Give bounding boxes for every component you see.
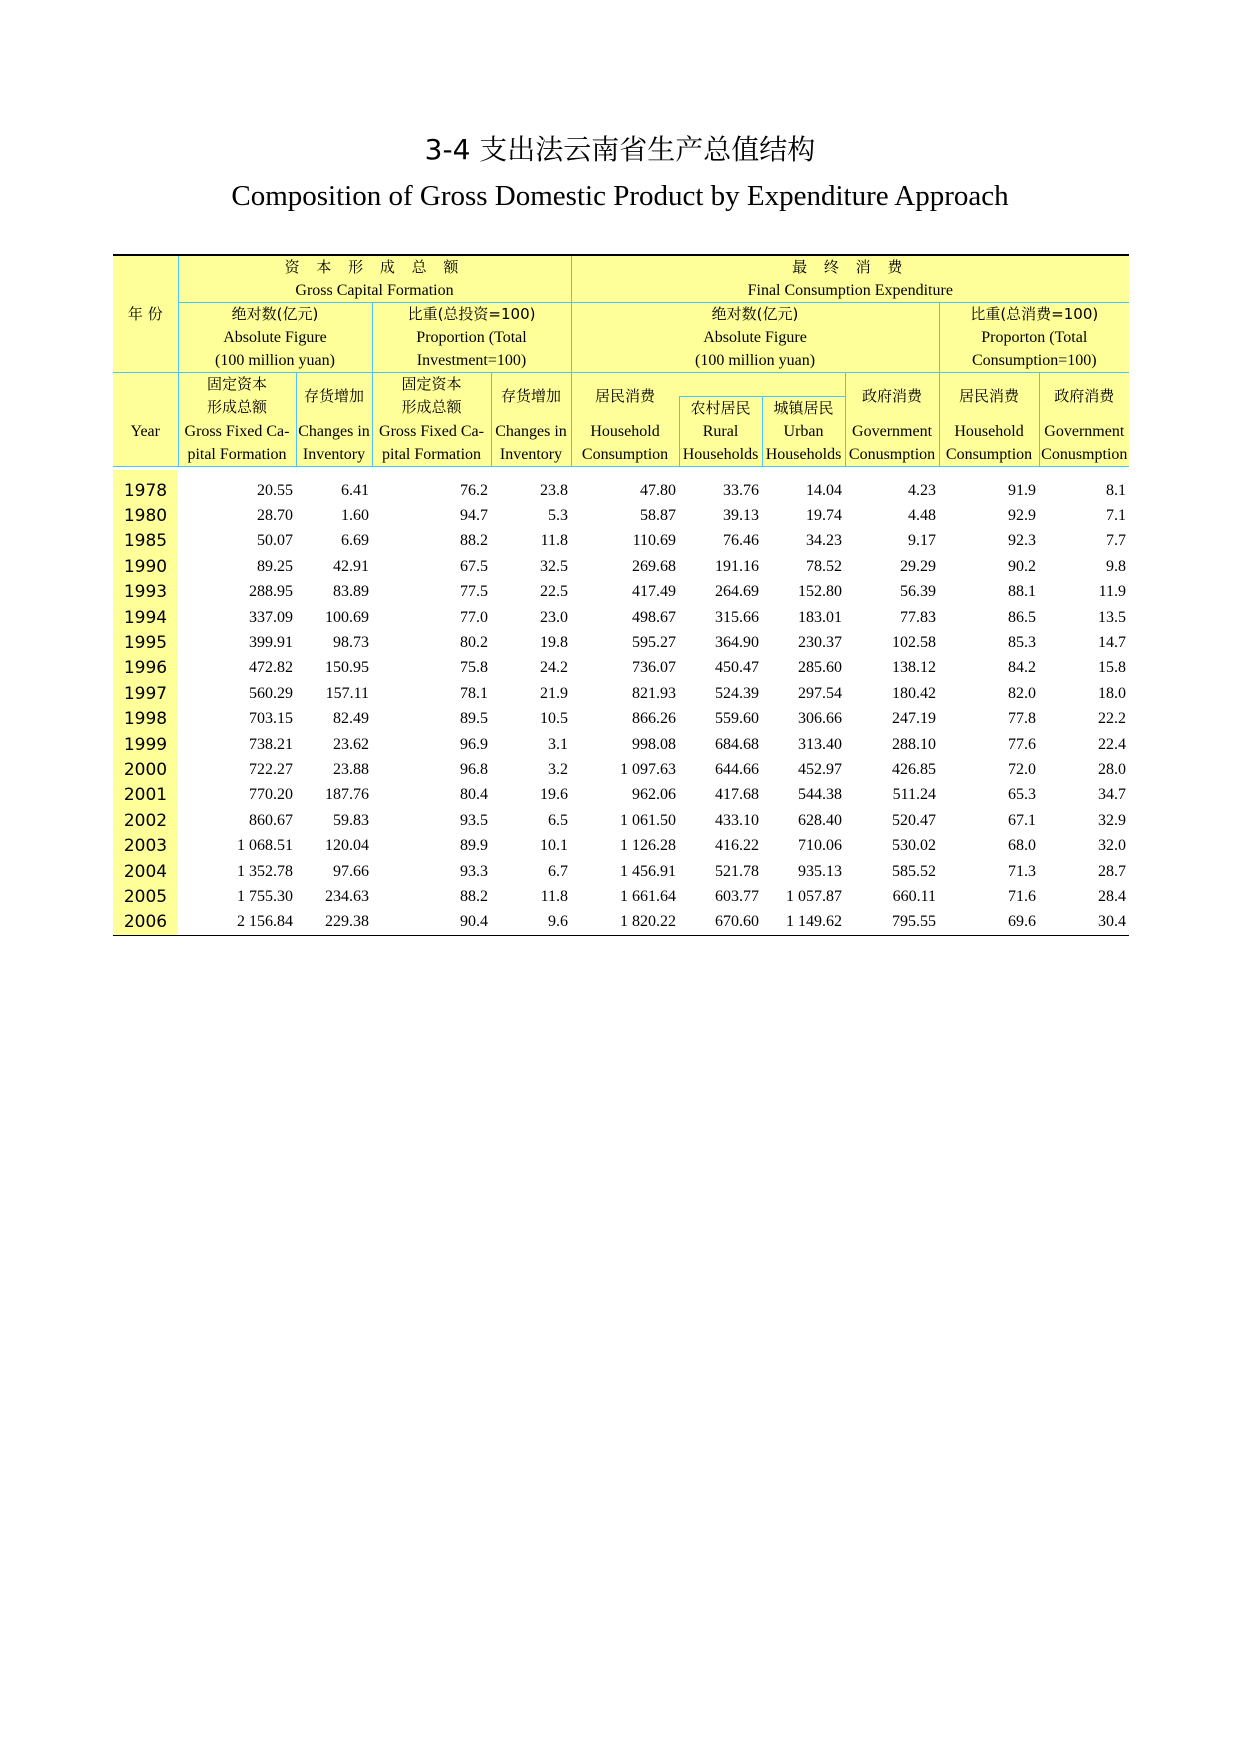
value-cell: 603.77	[715, 887, 759, 905]
abs2-header-en2: (100 million yuan)	[571, 349, 939, 373]
value-cell: 511.24	[892, 786, 936, 804]
value-cell: 417.68	[715, 786, 759, 804]
gov-header-en1: Government	[845, 420, 939, 443]
value-cell: 191.16	[715, 557, 759, 575]
table-row	[113, 707, 1129, 732]
value-cell: 770.20	[249, 786, 293, 804]
value-cell: 364.90	[715, 634, 759, 652]
urban-header-en1: Urban	[762, 420, 845, 443]
value-cell: 34.7	[1098, 786, 1127, 804]
value-cell: 110.69	[632, 532, 676, 550]
value-cell: 6.69	[341, 532, 369, 550]
value-cell: 229.38	[325, 913, 369, 931]
year-cell: 1999	[113, 732, 178, 757]
value-cell: 264.69	[715, 583, 759, 601]
value-cell: 47.80	[640, 481, 676, 499]
value-cell: 4.48	[908, 507, 936, 525]
value-cell: 1 820.22	[620, 913, 676, 931]
table-row	[113, 554, 1129, 579]
prop-con-header-cn: 比重(总消费=100)	[939, 303, 1129, 327]
value-cell: 11.9	[1098, 583, 1127, 601]
value-cell: 78.1	[460, 684, 488, 702]
value-cell: 97.66	[333, 862, 369, 880]
value-cell: 90.2	[1008, 557, 1036, 575]
gcf-header-en: Gross Capital Formation	[178, 279, 571, 303]
value-cell: 23.62	[333, 735, 369, 753]
value-cell: 23.0	[540, 608, 568, 626]
value-cell: 89.9	[460, 837, 488, 855]
gcf-header-cn: 资 本 形 成 总 额	[178, 255, 571, 279]
value-cell: 710.06	[798, 837, 842, 855]
value-cell: 80.4	[460, 786, 488, 804]
value-cell: 230.37	[798, 634, 842, 652]
value-cell: 67.1	[1008, 811, 1036, 829]
value-cell: 417.49	[632, 583, 676, 601]
value-cell: 28.4	[1098, 887, 1127, 905]
value-cell: 34.23	[806, 532, 842, 550]
table-title-english: Composition of Gross Domestic Product by Expenditure Approach	[231, 180, 1009, 212]
year-cell: 1990	[113, 554, 178, 579]
value-cell: 28.7	[1098, 862, 1127, 880]
value-cell: 183.01	[798, 608, 842, 626]
value-cell: 524.39	[715, 684, 759, 702]
hh-header-en2: Consumption	[571, 443, 679, 467]
value-cell: 821.93	[632, 684, 676, 702]
value-cell: 452.97	[798, 760, 842, 778]
hh-header-cn: 居民消费	[571, 373, 679, 420]
rural-header-cn: 农村居民	[679, 396, 762, 420]
inv-header-en2: Inventory	[296, 443, 372, 467]
year-cell: 2006	[113, 910, 178, 936]
value-cell: 11.8	[540, 532, 568, 550]
year-cell: 1985	[113, 529, 178, 554]
value-cell: 399.91	[249, 634, 293, 652]
value-cell: 22.5	[540, 583, 568, 601]
table-row	[113, 478, 1129, 503]
value-cell: 9.17	[908, 532, 936, 550]
rural-header-en1: Rural	[679, 420, 762, 443]
table-row	[113, 833, 1129, 858]
value-cell: 1 456.91	[620, 862, 676, 880]
value-cell: 1 755.30	[237, 887, 293, 905]
prop-inv-header-en1: Proportion (Total	[372, 326, 571, 349]
value-cell: 32.5	[540, 557, 568, 575]
value-cell: 14.7	[1098, 634, 1127, 652]
value-cell: 94.7	[460, 507, 488, 525]
value-cell: 247.19	[892, 710, 936, 728]
value-cell: 21.9	[540, 684, 568, 702]
abs2-header-cn: 绝对数(亿元)	[571, 303, 939, 327]
value-cell: 102.58	[892, 634, 936, 652]
value-cell: 29.29	[900, 557, 936, 575]
value-cell: 78.52	[806, 557, 842, 575]
value-cell: 288.10	[892, 735, 936, 753]
value-cell: 433.10	[715, 811, 759, 829]
year-cell: 1997	[113, 681, 178, 706]
value-cell: 89.25	[257, 557, 293, 575]
value-cell: 4.23	[908, 481, 936, 499]
value-cell: 10.1	[540, 837, 568, 855]
value-cell: 98.73	[333, 634, 369, 652]
urban-header-cn: 城镇居民	[762, 396, 845, 420]
inv-header-en1: Changes in	[296, 420, 372, 443]
rural-header-en2: Households	[679, 443, 762, 467]
value-cell: 77.0	[460, 608, 488, 626]
value-cell: 77.6	[1008, 735, 1036, 753]
table-row	[113, 529, 1129, 554]
year-header-en: Year	[113, 420, 178, 443]
value-cell: 22.2	[1098, 710, 1127, 728]
abs-header-en1: Absolute Figure	[178, 326, 372, 349]
value-cell: 860.67	[249, 811, 293, 829]
gov2-header-en1: Government	[1039, 420, 1129, 443]
value-cell: 6.7	[548, 862, 568, 880]
table-row	[113, 656, 1129, 681]
year-header-cn: 年 份	[113, 255, 178, 373]
value-cell: 544.38	[798, 786, 842, 804]
value-cell: 91.9	[1008, 481, 1036, 499]
value-cell: 69.6	[1008, 913, 1036, 931]
year-cell: 1993	[113, 580, 178, 605]
value-cell: 313.40	[798, 735, 842, 753]
gfcf2-header-en1: Gross Fixed Ca-	[372, 420, 491, 443]
value-cell: 703.15	[249, 710, 293, 728]
hh2-header-cn: 居民消费	[939, 373, 1039, 420]
inv-header-cn: 存货增加	[296, 373, 372, 420]
value-cell: 1 149.62	[786, 913, 842, 931]
hh-header-en1: Household	[571, 420, 679, 443]
value-cell: 80.2	[460, 634, 488, 652]
table-row	[113, 681, 1129, 706]
value-cell: 9.6	[548, 913, 568, 931]
value-cell: 19.6	[540, 786, 568, 804]
urban-header-en2: Households	[762, 443, 845, 467]
table-row	[113, 503, 1129, 528]
inv2-header-en2: Inventory	[491, 443, 571, 467]
gov2-header-cn: 政府消费	[1039, 373, 1129, 420]
table-row	[113, 859, 1129, 884]
table-row	[113, 783, 1129, 808]
value-cell: 93.5	[460, 811, 488, 829]
value-cell: 96.8	[460, 760, 488, 778]
gfcf2-header-en2: pital Formation	[372, 443, 491, 467]
value-cell: 30.4	[1098, 913, 1127, 931]
value-cell: 32.0	[1098, 837, 1127, 855]
value-cell: 75.8	[460, 659, 488, 677]
value-cell: 288.95	[249, 583, 293, 601]
value-cell: 42.91	[333, 557, 369, 575]
value-cell: 426.85	[892, 760, 936, 778]
value-cell: 1 068.51	[237, 837, 293, 855]
inv2-header-en1: Changes in	[491, 420, 571, 443]
value-cell: 72.0	[1008, 760, 1036, 778]
value-cell: 8.1	[1106, 481, 1127, 499]
value-cell: 297.54	[798, 684, 842, 702]
year-cell: 1994	[113, 605, 178, 630]
value-cell: 670.60	[715, 913, 759, 931]
year-cell: 2001	[113, 783, 178, 808]
year-cell: 1995	[113, 630, 178, 655]
table-row	[113, 884, 1129, 909]
gfcf-header-cn2: 形成总额	[178, 396, 296, 420]
value-cell: 23.8	[540, 481, 568, 499]
gfcf2-header-cn1: 固定资本	[372, 373, 491, 397]
value-cell: 736.07	[632, 659, 676, 677]
value-cell: 65.3	[1008, 786, 1036, 804]
value-cell: 56.39	[900, 583, 936, 601]
value-cell: 585.52	[892, 862, 936, 880]
table-row	[113, 910, 1129, 936]
value-cell: 6.41	[341, 481, 369, 499]
value-cell: 85.3	[1008, 634, 1036, 652]
value-cell: 269.68	[632, 557, 676, 575]
value-cell: 306.66	[798, 710, 842, 728]
value-cell: 23.88	[333, 760, 369, 778]
value-cell: 521.78	[715, 862, 759, 880]
value-cell: 7.7	[1106, 532, 1127, 550]
value-cell: 18.0	[1098, 684, 1127, 702]
value-cell: 96.9	[460, 735, 488, 753]
table-title-chinese: 3-4 支出法云南省生产总值结构	[424, 133, 816, 166]
value-cell: 71.3	[1008, 862, 1036, 880]
value-cell: 5.3	[548, 507, 568, 525]
value-cell: 234.63	[325, 887, 369, 905]
value-cell: 935.13	[798, 862, 842, 880]
value-cell: 71.6	[1008, 887, 1036, 905]
value-cell: 138.12	[892, 659, 936, 677]
value-cell: 86.5	[1008, 608, 1036, 626]
value-cell: 3.2	[548, 760, 568, 778]
value-cell: 3.1	[548, 735, 568, 753]
value-cell: 77.5	[460, 583, 488, 601]
value-cell: 152.80	[798, 583, 842, 601]
value-cell: 120.04	[325, 837, 369, 855]
value-cell: 90.4	[460, 913, 488, 931]
value-cell: 1 057.87	[786, 887, 842, 905]
value-cell: 738.21	[249, 735, 293, 753]
value-cell: 315.66	[715, 608, 759, 626]
value-cell: 20.55	[257, 481, 293, 499]
prop-inv-header-en2: Investment=100)	[372, 349, 571, 373]
value-cell: 472.82	[249, 659, 293, 677]
prop-inv-header-cn: 比重(总投资=100)	[372, 303, 571, 327]
value-cell: 1 126.28	[620, 837, 676, 855]
value-cell: 83.89	[333, 583, 369, 601]
value-cell: 93.3	[460, 862, 488, 880]
value-cell: 88.2	[460, 532, 488, 550]
hh2-header-en1: Household	[939, 420, 1039, 443]
gfcf-header-en2: pital Formation	[178, 443, 296, 467]
value-cell: 76.2	[460, 481, 488, 499]
value-cell: 1 661.64	[620, 887, 676, 905]
value-cell: 13.5	[1098, 608, 1127, 626]
year-cell: 1978	[113, 478, 178, 503]
year-cell: 1980	[113, 503, 178, 528]
table-row	[113, 757, 1129, 782]
value-cell: 520.47	[892, 811, 936, 829]
value-cell: 11.8	[540, 887, 568, 905]
value-cell: 795.55	[892, 913, 936, 931]
value-cell: 14.04	[806, 481, 842, 499]
abs2-header-en1: Absolute Figure	[571, 326, 939, 349]
value-cell: 722.27	[249, 760, 293, 778]
value-cell: 39.13	[723, 507, 759, 525]
table-row	[113, 630, 1129, 655]
inv2-header-cn: 存货增加	[491, 373, 571, 420]
value-cell: 19.8	[540, 634, 568, 652]
table-row	[113, 605, 1129, 630]
value-cell: 684.68	[715, 735, 759, 753]
value-cell: 285.60	[798, 659, 842, 677]
value-cell: 1 061.50	[620, 811, 676, 829]
value-cell: 1 352.78	[237, 862, 293, 880]
value-cell: 24.2	[540, 659, 568, 677]
data-table	[113, 470, 1129, 936]
spacer-row	[113, 470, 1129, 478]
value-cell: 150.95	[325, 659, 369, 677]
value-cell: 33.76	[723, 481, 759, 499]
value-cell: 157.11	[325, 684, 369, 702]
value-cell: 866.26	[632, 710, 676, 728]
value-cell: 450.47	[715, 659, 759, 677]
year-cell: 2002	[113, 808, 178, 833]
value-cell: 22.4	[1098, 735, 1127, 753]
value-cell: 84.2	[1008, 659, 1036, 677]
gfcf-header-cn1: 固定资本	[178, 373, 296, 397]
value-cell: 644.66	[715, 760, 759, 778]
value-cell: 498.67	[632, 608, 676, 626]
abs-header-en2: (100 million yuan)	[178, 349, 372, 373]
value-cell: 77.83	[900, 608, 936, 626]
gfcf2-header-cn2: 形成总额	[372, 396, 491, 420]
value-cell: 15.8	[1098, 659, 1127, 677]
year-cell: 1998	[113, 707, 178, 732]
value-cell: 88.1	[1008, 583, 1036, 601]
value-cell: 88.2	[460, 887, 488, 905]
hh2-header-en2: Consumption	[939, 443, 1039, 467]
value-cell: 1 097.63	[620, 760, 676, 778]
gov-header-cn: 政府消费	[845, 373, 939, 420]
table-header	[113, 254, 1129, 467]
gfcf-header-en1: Gross Fixed Ca-	[178, 420, 296, 443]
value-cell: 32.9	[1098, 811, 1127, 829]
value-cell: 92.9	[1008, 507, 1036, 525]
value-cell: 58.87	[640, 507, 676, 525]
value-cell: 100.69	[325, 608, 369, 626]
year-cell: 2004	[113, 859, 178, 884]
data-body	[113, 470, 1129, 936]
value-cell: 67.5	[460, 557, 488, 575]
table-row	[113, 580, 1129, 605]
value-cell: 10.5	[540, 710, 568, 728]
value-cell: 77.8	[1008, 710, 1036, 728]
value-cell: 76.46	[723, 532, 759, 550]
value-cell: 180.42	[892, 684, 936, 702]
table-row	[113, 732, 1129, 757]
prop-con-header-en1: Proporton (Total	[939, 326, 1129, 349]
gov2-header-en2: Conusmption	[1039, 443, 1129, 467]
value-cell: 628.40	[798, 811, 842, 829]
value-cell: 660.11	[892, 887, 936, 905]
value-cell: 28.0	[1098, 760, 1127, 778]
value-cell: 1.60	[341, 507, 369, 525]
value-cell: 9.8	[1106, 557, 1127, 575]
value-cell: 560.29	[249, 684, 293, 702]
value-cell: 7.1	[1106, 507, 1127, 525]
prop-con-header-en2: Consumption=100)	[939, 349, 1129, 373]
value-cell: 82.49	[333, 710, 369, 728]
fce-header-cn: 最 终 消 费	[571, 255, 1129, 279]
value-cell: 998.08	[632, 735, 676, 753]
table-row	[113, 808, 1129, 833]
value-cell: 92.3	[1008, 532, 1036, 550]
value-cell: 2 156.84	[237, 913, 293, 931]
year-cell: 2005	[113, 884, 178, 909]
value-cell: 28.70	[257, 507, 293, 525]
value-cell: 82.0	[1008, 684, 1036, 702]
value-cell: 6.5	[548, 811, 568, 829]
year-cell: 2003	[113, 833, 178, 858]
value-cell: 89.5	[460, 710, 488, 728]
value-cell: 187.76	[325, 786, 369, 804]
fce-header-en: Final Consumption Expenditure	[571, 279, 1129, 303]
value-cell: 19.74	[806, 507, 842, 525]
value-cell: 59.83	[333, 811, 369, 829]
value-cell: 962.06	[632, 786, 676, 804]
value-cell: 416.22	[715, 837, 759, 855]
year-cell: 1996	[113, 656, 178, 681]
year-cell: 2000	[113, 757, 178, 782]
value-cell: 68.0	[1008, 837, 1036, 855]
value-cell: 595.27	[632, 634, 676, 652]
value-cell: 559.60	[715, 710, 759, 728]
gov-header-en2: Conusmption	[845, 443, 939, 467]
value-cell: 530.02	[892, 837, 936, 855]
value-cell: 337.09	[249, 608, 293, 626]
abs-header-cn: 绝对数(亿元)	[178, 303, 372, 327]
value-cell: 50.07	[257, 532, 293, 550]
